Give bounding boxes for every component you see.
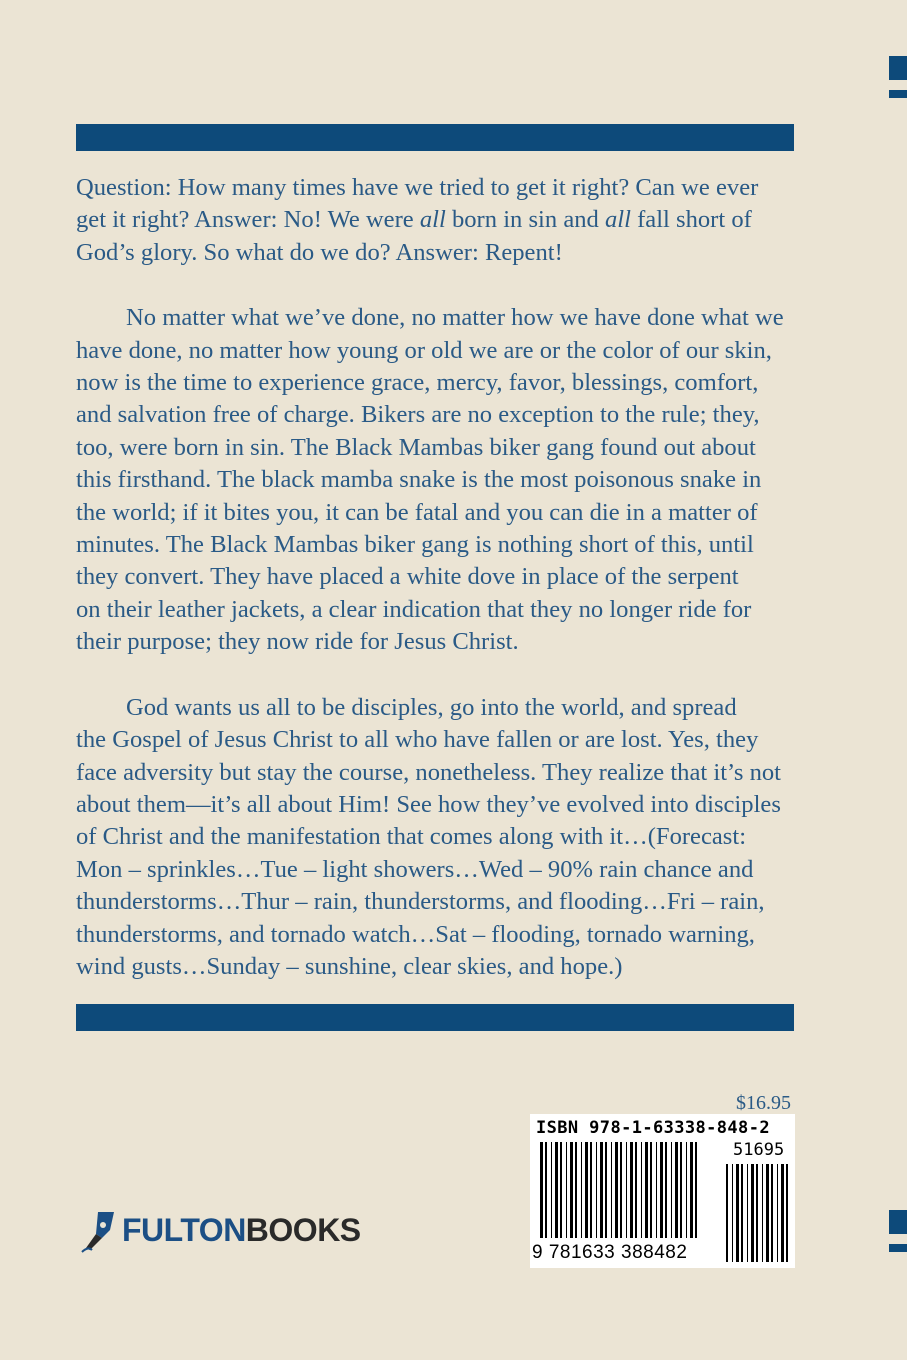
barcode-bar <box>600 1142 603 1238</box>
barcode-bar <box>626 1142 627 1238</box>
text-line: now is the time to experience grace, mercy, favor, blessings, comfort, <box>76 369 759 397</box>
barcode-bar <box>762 1164 763 1262</box>
paragraph-3 <box>76 692 798 984</box>
paragraph-1 <box>76 172 798 269</box>
text-line: they convert. They have placed a white dove in place of the serpent <box>76 563 739 591</box>
text-line: God wants us all to be disciples, go into the world, and spread <box>126 693 737 721</box>
publisher-name-part2: BOOKS <box>245 1212 361 1248</box>
text-line: about them—it’s all about Him! See how they’ve evolved into disciples <box>76 790 781 818</box>
fountain-pen-icon <box>80 1208 120 1254</box>
barcode-bar <box>620 1142 622 1238</box>
text-line: thunderstorms…Thur – rain, thunderstorms, and flooding…Fri – rain, <box>76 888 765 916</box>
text-line: have done, no matter how young or old we are or the color of our skin, <box>76 336 772 364</box>
barcode-bar <box>560 1142 562 1238</box>
barcode-bar <box>540 1142 543 1238</box>
barcode-bar <box>732 1164 733 1262</box>
bottom-divider-bar <box>76 1004 794 1031</box>
text-line: wind gusts…Sunday – sunshine, clear skies, and hope.) <box>76 952 623 980</box>
text-line: of Christ and the manifestation that comes along with it…(Forecast: <box>76 823 747 851</box>
barcode-bar <box>741 1164 743 1262</box>
barcode-bar <box>671 1142 672 1238</box>
barcode-bar <box>566 1142 567 1238</box>
paragraph-2 <box>76 302 798 658</box>
barcode-bar <box>695 1142 697 1238</box>
barcode-bar <box>630 1142 633 1238</box>
barcode-bar <box>590 1142 592 1238</box>
text-line: get it right? Answer: No! We were all born in sin and all fall short of <box>76 206 752 234</box>
barcode-bar <box>660 1142 663 1238</box>
barcode-bar <box>615 1142 618 1238</box>
barcode-bar <box>747 1164 748 1262</box>
top-divider-bar <box>76 124 794 151</box>
barcode-bar <box>581 1142 582 1238</box>
barcode-bar <box>596 1142 597 1238</box>
barcode-bar <box>756 1164 758 1262</box>
barcode-bar <box>766 1164 769 1262</box>
barcode-bar <box>611 1142 612 1238</box>
barcode-bar <box>781 1164 784 1262</box>
ean-digits: 9 781633 388482 <box>532 1242 688 1263</box>
barcode-bar <box>575 1142 577 1238</box>
text-line: God’s glory. So what do we do? Answer: Repent! <box>76 238 563 266</box>
barcode-bar <box>726 1164 728 1262</box>
barcode-bar <box>786 1164 788 1262</box>
edge-mark-bottom-2 <box>889 1244 907 1252</box>
text-line: on their leather jackets, a clear indication that they no longer ride for <box>76 595 752 623</box>
text-line: the Gospel of Jesus Christ to all who have fallen or are lost. Yes, they <box>76 726 759 754</box>
barcode-bar <box>545 1142 547 1238</box>
back-cover-text <box>76 172 798 1016</box>
barcode-bar <box>771 1164 773 1262</box>
edge-mark-top-1 <box>889 56 907 80</box>
barcode-bar <box>777 1164 778 1262</box>
text-line: and salvation free of charge. Bikers are no exception to the rule; they, <box>76 401 760 429</box>
edge-mark-top-2 <box>889 90 907 98</box>
barcode-bar <box>751 1164 754 1262</box>
barcode-bar <box>635 1142 637 1238</box>
text-line: Question: How many times have we tried to get it right? Can we ever <box>76 174 759 201</box>
barcode-bar <box>645 1142 648 1238</box>
isbn-label: ISBN 978-1-63338-848-2 <box>536 1118 770 1138</box>
text-line: the world; if it bites you, it can be fatal and you can die in a matter of <box>76 498 758 526</box>
barcode-bar <box>585 1142 588 1238</box>
publisher-name <box>122 1212 361 1249</box>
price-label: $16.95 <box>736 1092 791 1114</box>
barcode-bar <box>680 1142 682 1238</box>
barcode-bar <box>675 1142 678 1238</box>
barcode-bar <box>641 1142 642 1238</box>
isbn-barcode <box>530 1114 795 1268</box>
barcode-bar <box>656 1142 657 1238</box>
text-line: their purpose; they now ride for Jesus Christ. <box>76 628 519 656</box>
publisher-name-part1: FULTON <box>122 1212 246 1248</box>
price-code: 51695 <box>733 1140 785 1160</box>
barcode-bar <box>605 1142 607 1238</box>
text-line: too, were born in sin. The Black Mambas biker gang found out about <box>76 433 756 461</box>
barcode-bar <box>555 1142 558 1238</box>
barcode-bar <box>686 1142 687 1238</box>
barcode-bar <box>690 1142 693 1238</box>
barcode-bar <box>570 1142 573 1238</box>
text-line: No matter what we’ve done, no matter how we have done what we <box>126 304 784 332</box>
text-line: Mon – sprinkles…Tue – light showers…Wed – 90% rain chance and <box>76 855 754 883</box>
text-line: face adversity but stay the course, nonetheless. They realize that it’s not <box>76 758 782 786</box>
barcode-bar <box>665 1142 667 1238</box>
barcode-bar <box>551 1142 552 1238</box>
text-line: thunderstorms, and tornado watch…Sat – flooding, tornado warning, <box>76 920 755 948</box>
edge-mark-bottom-1 <box>889 1210 907 1234</box>
text-line: this firsthand. The black mamba snake is the most poisonous snake in <box>76 466 762 494</box>
barcode-bar <box>650 1142 652 1238</box>
text-line: minutes. The Black Mambas biker gang is nothing short of this, until <box>76 531 754 559</box>
barcode-bar <box>736 1164 739 1262</box>
